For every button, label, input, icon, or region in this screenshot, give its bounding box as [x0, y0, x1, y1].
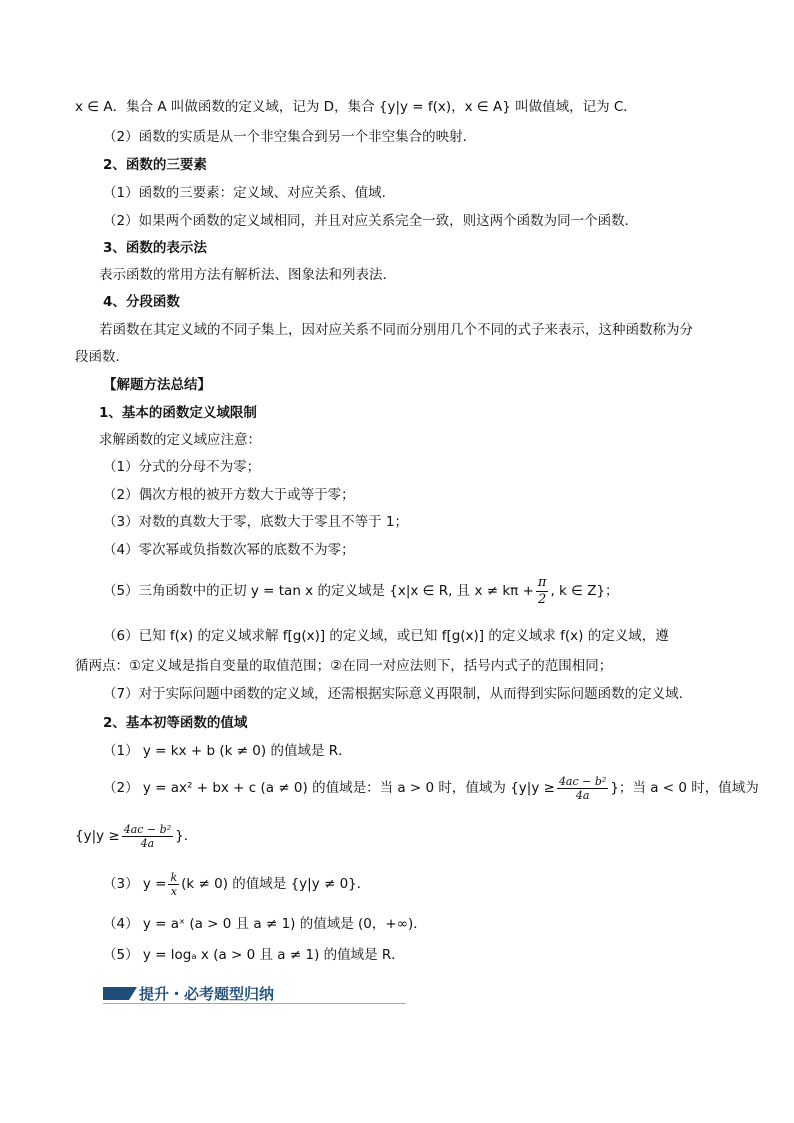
formula-text: }；当 a < 0 时，值域为 [610, 780, 759, 796]
text-line-formula [103, 771, 759, 805]
text-line: 若函数在其定义域的不同子集上，因对应关系不同而分别用几个不同的式子来表示，这种函数称为分 [99, 322, 693, 338]
text-line-formula [75, 819, 197, 853]
fraction-4ac-b2-over-4a: $\frac{\text{4ac − b²}}{4a}$ [558, 774, 607, 802]
banner-title: 提升・必考题型归纳 [139, 985, 275, 1003]
formula-text: , k ∈ Z}； [550, 583, 619, 599]
text-line: （5） y = logₐ x (a > 0 且 a ≠ 1) 的值域是 R． [103, 947, 405, 963]
text-line: 段函数． [75, 349, 129, 365]
section-heading: 4、分段函数 [103, 294, 180, 310]
text-line: （1）函数的三要素：定义域、对应关系、值域． [103, 185, 396, 201]
text-line: （2）函数的实质是从一个非空集合到另一个非空集合的映射． [103, 129, 477, 145]
text-line-formula [103, 867, 370, 901]
section-heading: 2、函数的三要素 [103, 157, 207, 173]
text-line-formula [103, 574, 619, 608]
text-line: （3）对数的真数大于零，底数大于零且不等于 1； [103, 514, 408, 530]
fraction-4ac-b2-over-4a: $\frac{\text{4ac − b²}}{4a}$ [123, 822, 172, 850]
text-line: （6）已知 f(x) 的定义域求解 f[g(x)] 的定义域，或已知 f[g(x)] 的定义域求 f(x) 的定义域，遵 [103, 628, 669, 644]
text-line: （7）对于实际问题中函数的定义域，还需根据实际意义再限制，从而得到实际问题函数的定义域． [103, 686, 693, 702]
banner-bar-tip [129, 987, 137, 1000]
fraction-pi-over-2: $\frac{\pi}{2}$ [537, 574, 547, 607]
text-line: 求解函数的定义域应注意： [99, 432, 261, 448]
banner-underline [103, 1003, 406, 1004]
text-line: （1） y = kx + b (k ≠ 0) 的值域是 R． [103, 743, 352, 759]
text-line: （2）如果两个函数的定义域相同，并且对应关系完全一致，则这两个函数为同一个函数． [103, 213, 639, 229]
section-heading: 1、基本的函数定义域限制 [99, 405, 257, 421]
formula-text: (k ≠ 0) 的值域是 {y|y ≠ 0}． [181, 876, 371, 892]
formula-text: （5）三角函数中的正切 y = tan x 的定义域是 {x|x ∈ R, 且 x ≠ kπ + [103, 583, 534, 599]
formula-text: （3） y = [103, 876, 167, 892]
section-heading: 3、函数的表示法 [103, 240, 207, 256]
section-banner [103, 981, 406, 1005]
banner-bar [103, 987, 129, 1000]
formula-text: }． [175, 828, 198, 844]
text-line: （1）分式的分母不为零； [103, 459, 261, 475]
section-heading: 2、基本初等函数的值域 [103, 715, 248, 731]
text-line: （4）零次幂或负指数次幂的底数不为零； [103, 542, 355, 558]
fraction-k-over-x: $\frac{k}{x}$ [170, 870, 178, 898]
formula-text: （2） y = ax² + bx + c (a ≠ 0) 的值域是：当 a > 0 时，值域为 {y|y ≥ [103, 780, 555, 796]
formula-text: {y|y ≥ [75, 828, 120, 844]
text-line: x ∈ A．集合 A 叫做函数的定义域，记为 D，集合 {y|y = f(x)，x ∈ A} 叫做值域，记为 C． [75, 99, 637, 115]
text-line: 表示函数的常用方法有解析法、图象法和列表法． [99, 267, 396, 283]
text-line: 循两点：①定义域是指自变量的取值范围；②在同一对应法则下，括号内式子的范围相同； [75, 658, 613, 674]
text-line: （2）偶次方根的被开方数大于或等于零； [103, 487, 355, 503]
text-line: （4） y = aˣ (a > 0 且 a ≠ 1) 的值域是 (0，+∞)． [103, 916, 427, 932]
section-heading: 【解题方法总结】 [103, 377, 211, 393]
